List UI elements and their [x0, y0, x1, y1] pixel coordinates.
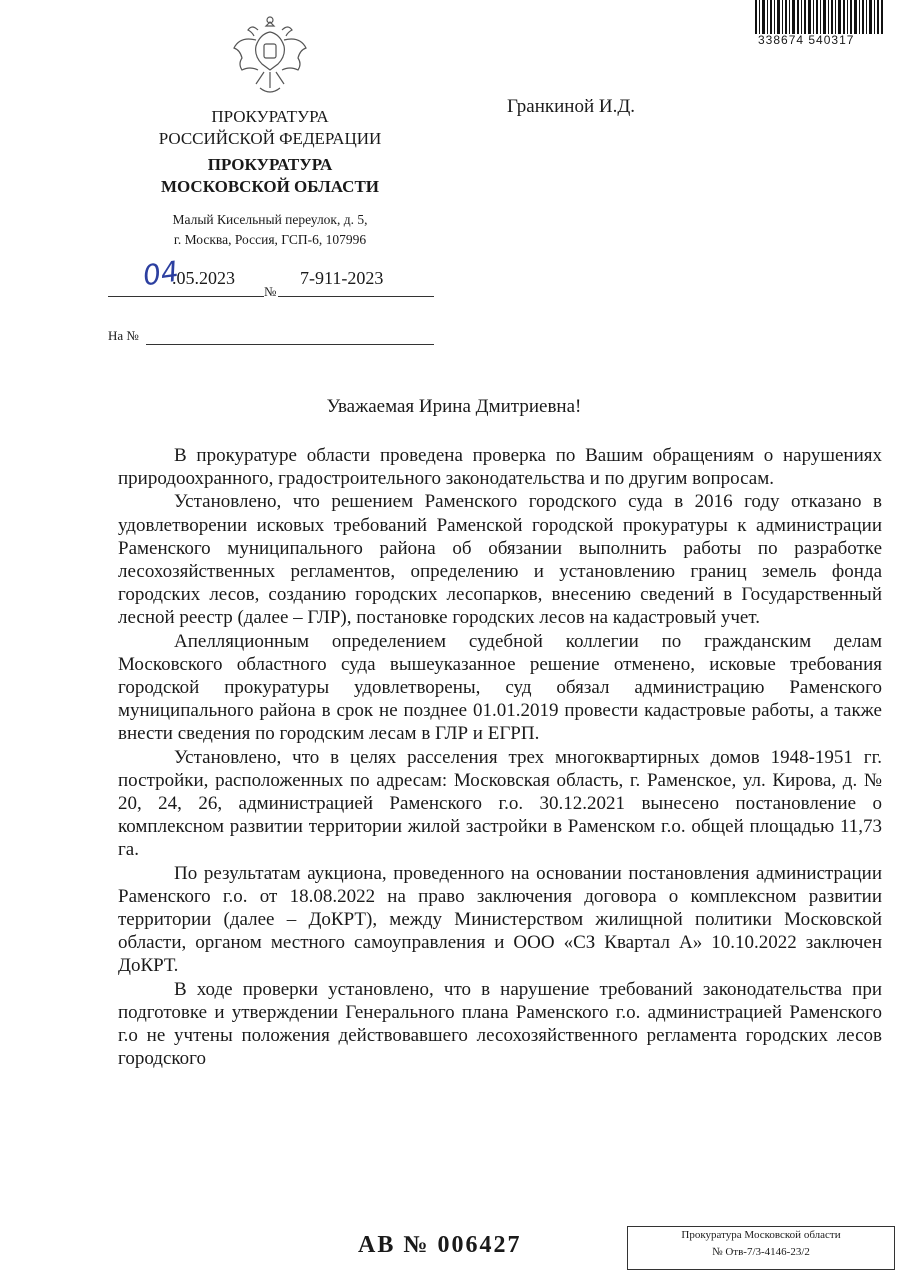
double-headed-eagle-emblem-icon: [230, 14, 310, 100]
org-bold-line-2: МОСКОВСКОЙ ОБЛАСТИ: [160, 177, 380, 196]
letter-body: [118, 444, 882, 1070]
registration-stamp: [627, 1226, 895, 1270]
form-serial-number: АВ № 006427: [358, 1232, 522, 1258]
number-underline: [278, 296, 434, 297]
body-paragraph: Установлено, что решением Раменского городского суда в 2016 году отказано в удовлетворении исковых требований Раменской городской прокуратуры к администрации Раменского муниципального района об обязании выполнить работы по разработке лесохозяйственных регламентов, определению и установлению границ земель фонда городских лесов, созданию городских лесопарков, внесению сведений в Государственный лесной реестр (далее – ГЛР), постановке городских лесов на кадастровый учет.: [118, 491, 882, 629]
org-line-1: ПРОКУРАТУРА: [211, 107, 329, 126]
org-bold-line-1: ПРОКУРАТУРА: [207, 155, 333, 174]
org-address: [105, 210, 435, 250]
date-day-handwritten: 04: [140, 254, 181, 293]
org-name-regional: [105, 154, 435, 198]
greeting: Уважаемая Ирина Дмитриевна!: [326, 396, 582, 417]
body-paragraph: Установлено, что в целях расселения трех многоквартирных домов 1948-1951 гг. постройки, расположенных по адресам: Московская область, г. Раменское, ул. Кирова, д. № 20, 24, 26, администрацией Раменского г.о. 30.12.2021 вынесено постановление о комплексном развитии территории жилой застройки в Раменском г.о. общей площадью 11,73 га.: [118, 746, 882, 861]
barcode-icon: [755, 0, 885, 34]
address-line-1: Малый Кисельный переулок, д. 5,: [172, 212, 368, 227]
date-underline: [108, 296, 264, 297]
reference-underline: [146, 344, 434, 345]
address-line-2: г. Москва, Россия, ГСП-6, 107996: [173, 232, 367, 247]
org-line-2: РОССИЙСКОЙ ФЕДЕРАЦИИ: [158, 129, 382, 148]
body-paragraph: По результатам аукциона, проведенного на основании постановления администрации Раменского г.о. от 18.08.2022 на право заключения договора о комплексном развитии территории (далее – ДоКРТ), между Министерством жилищной политики Московской области, органом местного самоуправления и ООО «СЗ Квартал А» 10.10.2022 заключен ДоКРТ.: [118, 862, 882, 977]
org-name-federal: [105, 106, 435, 150]
body-paragraph: В прокуратуре области проведена проверка по Вашим обращениям о нарушениях природоохранного, градостроительного законодательства и по другим вопросам.: [118, 445, 882, 490]
reference-label: На №: [108, 328, 139, 343]
number-label: №: [264, 284, 277, 299]
recipient-name: Гранкиной И.Д.: [507, 96, 636, 117]
date-month-year: .05.2023: [172, 268, 235, 288]
barcode-number: 338674 540317: [758, 33, 855, 47]
document-number: 7-911-2023: [300, 268, 384, 288]
stamp-line-1: Прокуратура Московской области: [681, 1229, 841, 1241]
body-paragraph: Апелляционным определением судебной коллегии по гражданским делам Московского областного суда вышеуказанное решение отменено, исковые требования городской прокуратуры удовлетворены, суд обязал администрацию Раменского муниципального района в срок не позднее 01.01.2019 провести кадастровые работы, а также внести сведения по городским лесам в ГЛР и ЕГРП.: [118, 630, 882, 745]
body-paragraph: В ходе проверки установлено, что в нарушение требований законодательства при подготовке и утверждении Генерального плана Раменского г.о. администрацией Раменского г.о не учтены положения действовавшего лесохозяйственного регламента городских лесов городского: [118, 978, 882, 1070]
stamp-line-2: № Отв-7/3-4146-23/2: [712, 1246, 810, 1258]
